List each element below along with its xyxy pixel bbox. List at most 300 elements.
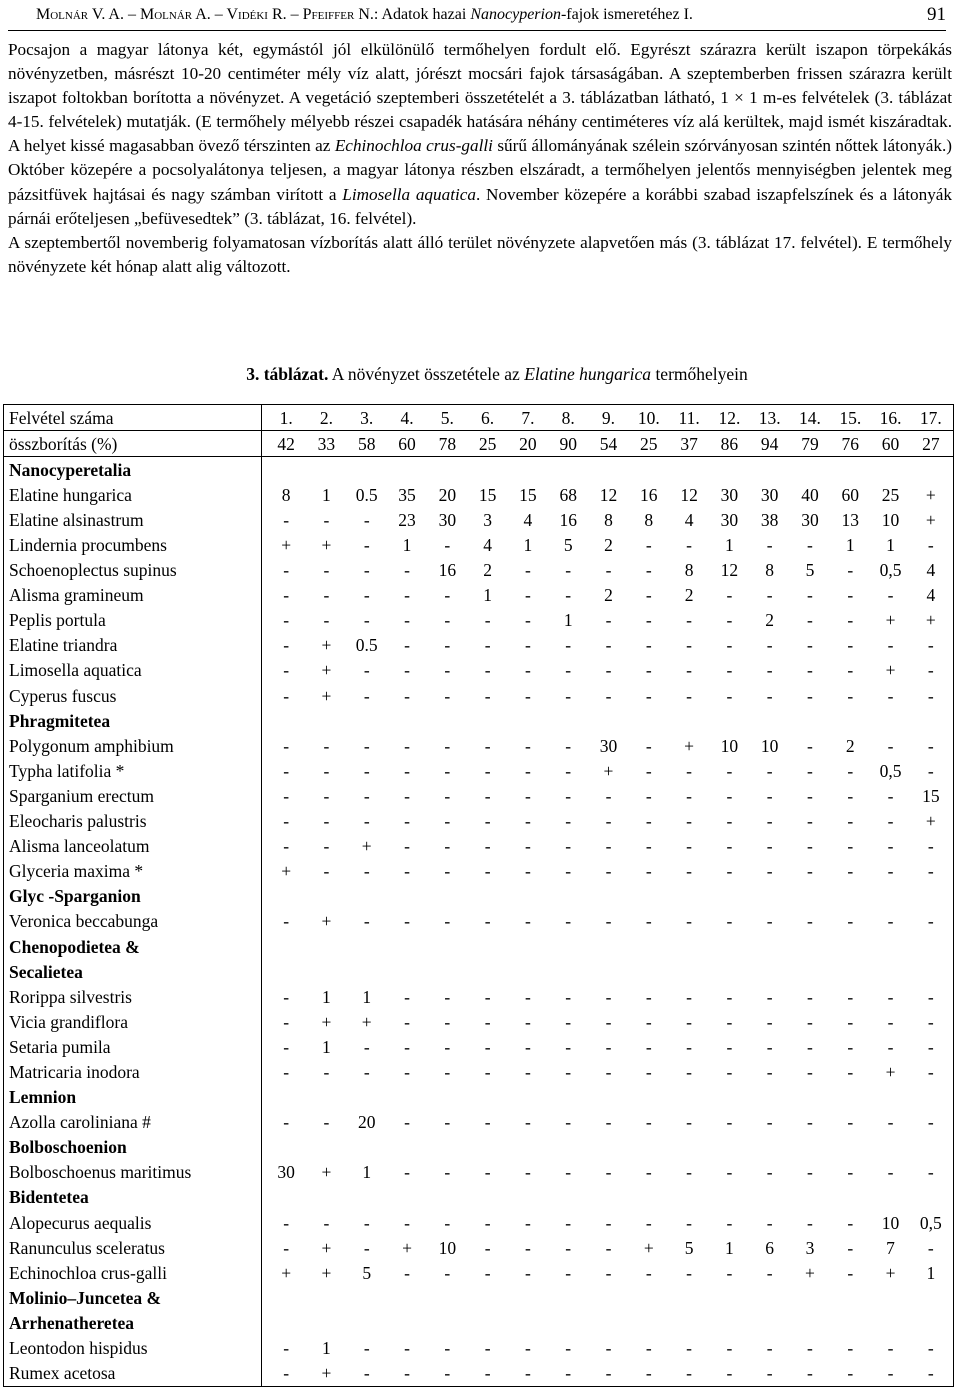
table-row [4,1059,954,1084]
table-cell: 25 [478,433,497,454]
table-cell: - [524,635,531,656]
table-cell: - [524,760,531,781]
table-group-row [4,1285,954,1310]
table-cell: - [726,785,733,806]
table-row [4,658,954,683]
table-cell: - [726,660,733,681]
table-cell: - [645,811,652,832]
table-cell: - [766,1338,773,1359]
table-cell: - [444,1011,451,1032]
table-cell: - [323,1061,330,1082]
table-group-row [4,1185,954,1210]
table-row [4,507,954,532]
table-cell: - [444,1162,451,1183]
table-cell: - [524,1338,531,1359]
table-cell: 6. [481,407,495,428]
table-cell: + [925,484,936,505]
table-cell: - [927,535,934,556]
table-cell: - [847,1162,854,1183]
table-cell: - [847,1237,854,1258]
table-cell: - [645,836,652,857]
species-label: Alisma gramineum [4,583,262,608]
values-cell [262,583,954,608]
table-cell: 60 [841,484,859,505]
table-group-row [4,1135,954,1160]
table-cell: 30 [801,509,819,530]
table-cell: 16 [559,509,577,530]
table-cell: 4 [483,535,492,556]
table-cell: - [444,785,451,806]
table-cell: - [565,986,572,1007]
table-cell: - [323,560,330,581]
table-row [4,834,954,859]
table-cell: - [686,785,692,806]
table-cell: - [524,735,531,756]
header-citation [36,2,693,28]
table-cell: - [404,836,410,857]
table-cell: - [605,685,612,706]
table-cell: - [927,660,934,681]
table-cell: 10 [438,1237,457,1258]
table-cell: - [565,1338,572,1359]
values-cell [262,457,954,483]
table-cell: - [686,811,692,832]
species-label: Echinochloa crus-galli [4,1260,262,1285]
table-cell: - [605,986,612,1007]
table-cell: - [484,836,491,857]
table-row [4,733,954,758]
table-cell: 30 [438,509,457,530]
table-cell: 1 [362,986,372,1007]
table-cell: 60 [398,433,416,454]
table-cell: - [686,1036,692,1057]
table-cell: - [847,1061,854,1082]
group-label: Glyc -Sparganion [4,884,262,909]
table-cell: - [404,1338,410,1359]
values-grid [262,432,953,456]
table-cell: - [686,1338,692,1359]
table-cell: - [887,585,894,606]
species-label: Felvétel száma [4,405,262,431]
caption-post: termőhelyein [651,364,748,384]
table-cell: 15. [839,407,862,428]
table-cell: - [605,610,612,631]
table-cell: - [645,785,652,806]
table-cell: - [927,1036,934,1057]
table-cell: - [484,1363,491,1384]
table-cell: - [807,836,813,857]
table-cell: - [283,635,290,656]
table-cell: - [565,811,572,832]
table-cell: - [605,635,612,656]
table-cell: 15 [478,484,497,505]
table-cell: - [484,1262,491,1283]
table-cell: 10 [760,735,779,756]
table-cell: + [925,610,936,631]
values-grid [262,834,953,858]
table-cell: - [404,986,410,1007]
table-cell: + [643,1237,654,1258]
table-cell: - [847,1363,854,1384]
table-cell: - [444,1262,451,1283]
table-cell: - [323,1112,330,1133]
table-cell: - [283,785,290,806]
table-cell: 3. [360,407,374,428]
table-row [4,683,954,708]
values-grid [262,1160,953,1184]
table-cell: - [887,685,894,706]
table-cell: - [807,735,813,756]
header-title-post: -fajok ismeretéhez I. [560,6,693,23]
table-row [4,1361,954,1387]
table-cell: + [321,911,332,932]
table-cell: 2 [483,560,492,581]
table-cell: - [404,1212,410,1233]
group-label: Nanocyperetalia [4,457,262,483]
table-cell: - [847,660,854,681]
table-cell: - [484,1237,491,1258]
table-cell: - [363,535,370,556]
species-label: Vicia grandiflora [4,1009,262,1034]
species-label: Lindernia procumbens [4,532,262,557]
values-grid [262,1336,953,1360]
table-row [4,431,954,457]
table-cell: - [686,760,692,781]
table-cell: - [807,610,813,631]
table-cell: - [283,811,290,832]
table-cell: - [404,1262,410,1283]
vegetation-table [3,404,954,1387]
table-cell: 8 [281,484,291,505]
values-cell [262,507,954,532]
table-cell: - [565,760,572,781]
species-label: Azolla caroliniana # [4,1110,262,1135]
table-cell: 2 [604,585,613,606]
values-cell [262,959,954,984]
values-grid [262,658,953,682]
table-cell: + [885,1262,896,1283]
table-cell: 1 [402,535,412,556]
table-cell: - [927,1112,934,1133]
table-cell: - [847,685,854,706]
table-cell: - [565,1237,572,1258]
table-cell: - [565,1112,572,1133]
table-cell: 5 [805,560,815,581]
species-label: Rorippa silvestris [4,984,262,1009]
table-cell: - [847,585,854,606]
species-label: Leontodon hispidus [4,1335,262,1360]
values-cell [262,658,954,683]
table-cell: - [807,585,813,606]
table-cell: - [404,610,410,631]
table-cell: - [524,685,531,706]
table-cell: - [807,1112,813,1133]
table-cell: - [363,760,370,781]
table-cell: - [404,1363,410,1384]
table-cell: - [927,1363,934,1384]
table-cell: - [323,785,330,806]
table-cell: - [766,861,773,882]
table-cell: 5. [440,407,454,428]
values-cell [262,1361,954,1387]
table-cell: 78 [438,433,457,454]
table-group-row [4,1310,954,1335]
table-cell: - [726,911,733,932]
table-cell: 0,5 [879,560,902,581]
table-cell: 7 [886,1237,895,1258]
values-grid [262,483,953,507]
table-caption [0,362,960,386]
table-cell: - [444,1112,451,1133]
table-cell: - [645,861,652,882]
values-cell [262,532,954,557]
table-cell: - [605,861,612,882]
table-cell: - [807,760,813,781]
table-cell: 1 [886,535,895,556]
table-row [4,558,954,583]
table-cell: - [524,610,531,631]
table-cell: - [404,1036,410,1057]
table-row [4,984,954,1009]
table-cell: - [524,1237,531,1258]
table-cell: + [684,735,695,756]
table-cell: - [484,735,491,756]
caption-pre: A növényzet összetétele az [328,364,525,384]
table-cell: - [807,861,813,882]
table-cell: - [726,861,733,882]
table-cell: 5 [684,1237,694,1258]
table-cell: - [565,1262,572,1283]
values-grid [262,1211,953,1235]
table-cell: - [524,1212,531,1233]
table-cell: - [766,811,773,832]
table-cell: - [766,911,773,932]
table-cell: - [283,1363,290,1384]
table-cell: - [927,1011,934,1032]
table-cell: - [283,685,290,706]
values-cell [262,1110,954,1135]
table-cell: 8 [604,509,613,530]
table-cell: - [605,1036,612,1057]
table-cell: - [323,585,330,606]
table-cell: - [524,1162,531,1183]
table-cell: - [605,811,612,832]
table-group-row [4,934,954,959]
table-cell: - [524,1061,531,1082]
table-cell: - [847,911,854,932]
table-cell: - [807,1363,813,1384]
table-cell: - [323,610,330,631]
table-cell: + [321,1011,332,1032]
table-cell: - [766,1112,773,1133]
values-cell [262,431,954,457]
values-grid [262,684,953,708]
table-cell: - [645,1011,652,1032]
table-cell: - [565,911,572,932]
table-cell: - [404,861,410,882]
table-cell: - [404,785,410,806]
table-cell: 1 [725,1237,734,1258]
table-cell: 2 [765,610,775,631]
table-cell: - [363,610,370,631]
table-cell: 2 [684,585,694,606]
table-cell: - [726,836,733,857]
table-cell: - [565,735,572,756]
values-cell [262,1085,954,1110]
table-cell: - [363,811,370,832]
table-cell: - [645,560,652,581]
table-cell: - [484,610,491,631]
table-cell: - [686,1011,692,1032]
table-cell: - [484,785,491,806]
table-cell: - [686,1262,692,1283]
table-cell: - [927,1061,934,1082]
table-cell: - [726,1338,733,1359]
species-label: Matricaria inodora [4,1059,262,1084]
table-cell: + [361,836,372,857]
values-grid [262,1035,953,1059]
table-group-row [4,1085,954,1110]
table-cell: - [807,1011,813,1032]
table-cell: - [887,1036,894,1057]
table-cell: 1 [523,535,533,556]
values-grid [262,608,953,632]
values-cell [262,758,954,783]
table-cell: - [283,1237,290,1258]
values-cell [262,1210,954,1235]
values-grid [262,633,953,657]
table-cell: - [565,1061,572,1082]
table-cell: - [283,1011,290,1032]
table-cell: - [565,635,572,656]
table-cell: - [524,1011,531,1032]
table-row [4,532,954,557]
table-cell: 20 [438,484,457,505]
values-cell [262,1034,954,1059]
values-grid [262,1110,953,1134]
values-cell [262,1310,954,1335]
table-cell: - [887,735,894,756]
table-cell: + [361,1011,372,1032]
table-cell: - [686,660,692,681]
table-cell: 1 [563,610,573,631]
table-cell: - [323,836,330,857]
table-cell: - [766,685,773,706]
table-cell: - [565,560,572,581]
table-cell: - [484,685,491,706]
table-cell: + [805,1262,815,1283]
table-cell: 8 [644,509,654,530]
group-label: Phragmitetea [4,708,262,733]
table-cell: - [323,760,330,781]
table-cell: 68 [559,484,577,505]
table-cell: - [766,1011,773,1032]
table-cell: - [766,1363,773,1384]
table-cell: - [766,585,773,606]
table-cell: - [323,861,330,882]
table-cell: - [283,911,290,932]
table-cell: - [726,1212,733,1233]
table-cell: - [887,635,894,656]
values-grid [262,1261,953,1285]
table-body [4,405,954,1387]
paragraph-1 [8,38,952,231]
table-cell: 16 [640,484,658,505]
table-cell: 33 [317,433,336,454]
table-cell: - [605,785,612,806]
table-cell: 54 [599,433,618,454]
table-cell: - [605,1338,612,1359]
table-cell: - [766,1212,773,1233]
table-cell: - [444,1338,451,1359]
table-cell: 4 [684,509,694,530]
table-row [4,909,954,934]
table-cell: + [321,635,332,656]
table-cell: - [686,685,692,706]
table-cell: 1 [322,986,331,1007]
table-group-row [4,959,954,984]
table-cell: - [524,861,531,882]
table-cell: - [605,1212,612,1233]
page-number: 91 [927,4,946,25]
table-cell: - [887,785,894,806]
table-cell: - [766,1036,773,1057]
table-cell: - [444,1212,451,1233]
table-cell: - [686,1061,692,1082]
table-cell: + [885,1061,896,1082]
table-cell: - [847,861,854,882]
table-cell: 10 [881,1212,900,1233]
table-cell: - [645,1162,652,1183]
table-cell: - [444,760,451,781]
table-cell: - [283,1061,290,1082]
table-cell: + [281,1262,292,1283]
table-cell: - [565,1363,572,1384]
table-cell: 2. [319,407,333,428]
paragraph-1-text-b: sűrű állományának szélein szórványosan szintén nőttek látonyák.) Október közepére a pocsolyalátonya teljesen, a magyar látonya részben elszáradt, a termőhelyen jelentős mennyiségben jelentek meg pázsitfüvek hajtásai és nagy számban virított a [8,136,952,204]
table-cell: - [927,685,934,706]
header-title-pre: : Adatok hazai [373,6,471,23]
table-cell: + [321,660,332,681]
table-cell: - [484,811,491,832]
table-cell: - [605,836,612,857]
table-cell: 94 [760,433,779,454]
table-cell: - [807,685,813,706]
table-cell: - [363,861,370,882]
table-cell: 0,5 [919,1212,942,1233]
table-cell: - [363,509,370,530]
table-row [4,859,954,884]
table-cell: - [766,1262,773,1283]
table-cell: - [645,685,652,706]
paragraph-1-text-a: Pocsajon a magyar látonya két, egymástól jól elkülönülő termőhelyen fordult elő. Egyrészt szárazra került iszapon törpekákás növényzetben, másrészt 10-20 centiméter mély víz alatt, jórészt mocsári fajok társaságában. A szeptemberben frissen szárazra került iszapot foltokban borította a növényzet. A vegetáció szeptemberi összetételét a 3. táblázatban látható, 1 × 1 m-es felvételek (3. táblázat 4-15. felvételek) mutatják. (E termőhely mélyebb részei csapadék hatására néhány centiméteres víz alá kerültek, majd ismét kiszáradtak. A helyet kissé magasabban övező térszinten az [8,40,952,156]
table-cell: - [686,610,692,631]
table-cell: - [927,1237,934,1258]
table-cell: - [283,660,290,681]
table-cell: - [323,1212,330,1233]
table-cell: - [645,610,652,631]
table-cell: 1 [322,1338,331,1359]
table-cell: - [404,911,410,932]
table-cell: 30 [720,484,739,505]
species-limosella: Limosella aquatica [342,184,476,204]
values-cell [262,909,954,934]
species-label: Limosella aquatica [4,658,262,683]
table-cell: - [283,1036,290,1057]
caption-species: Elatine hungarica [524,364,652,384]
table-cell: - [686,635,692,656]
table-cell: - [484,1212,491,1233]
